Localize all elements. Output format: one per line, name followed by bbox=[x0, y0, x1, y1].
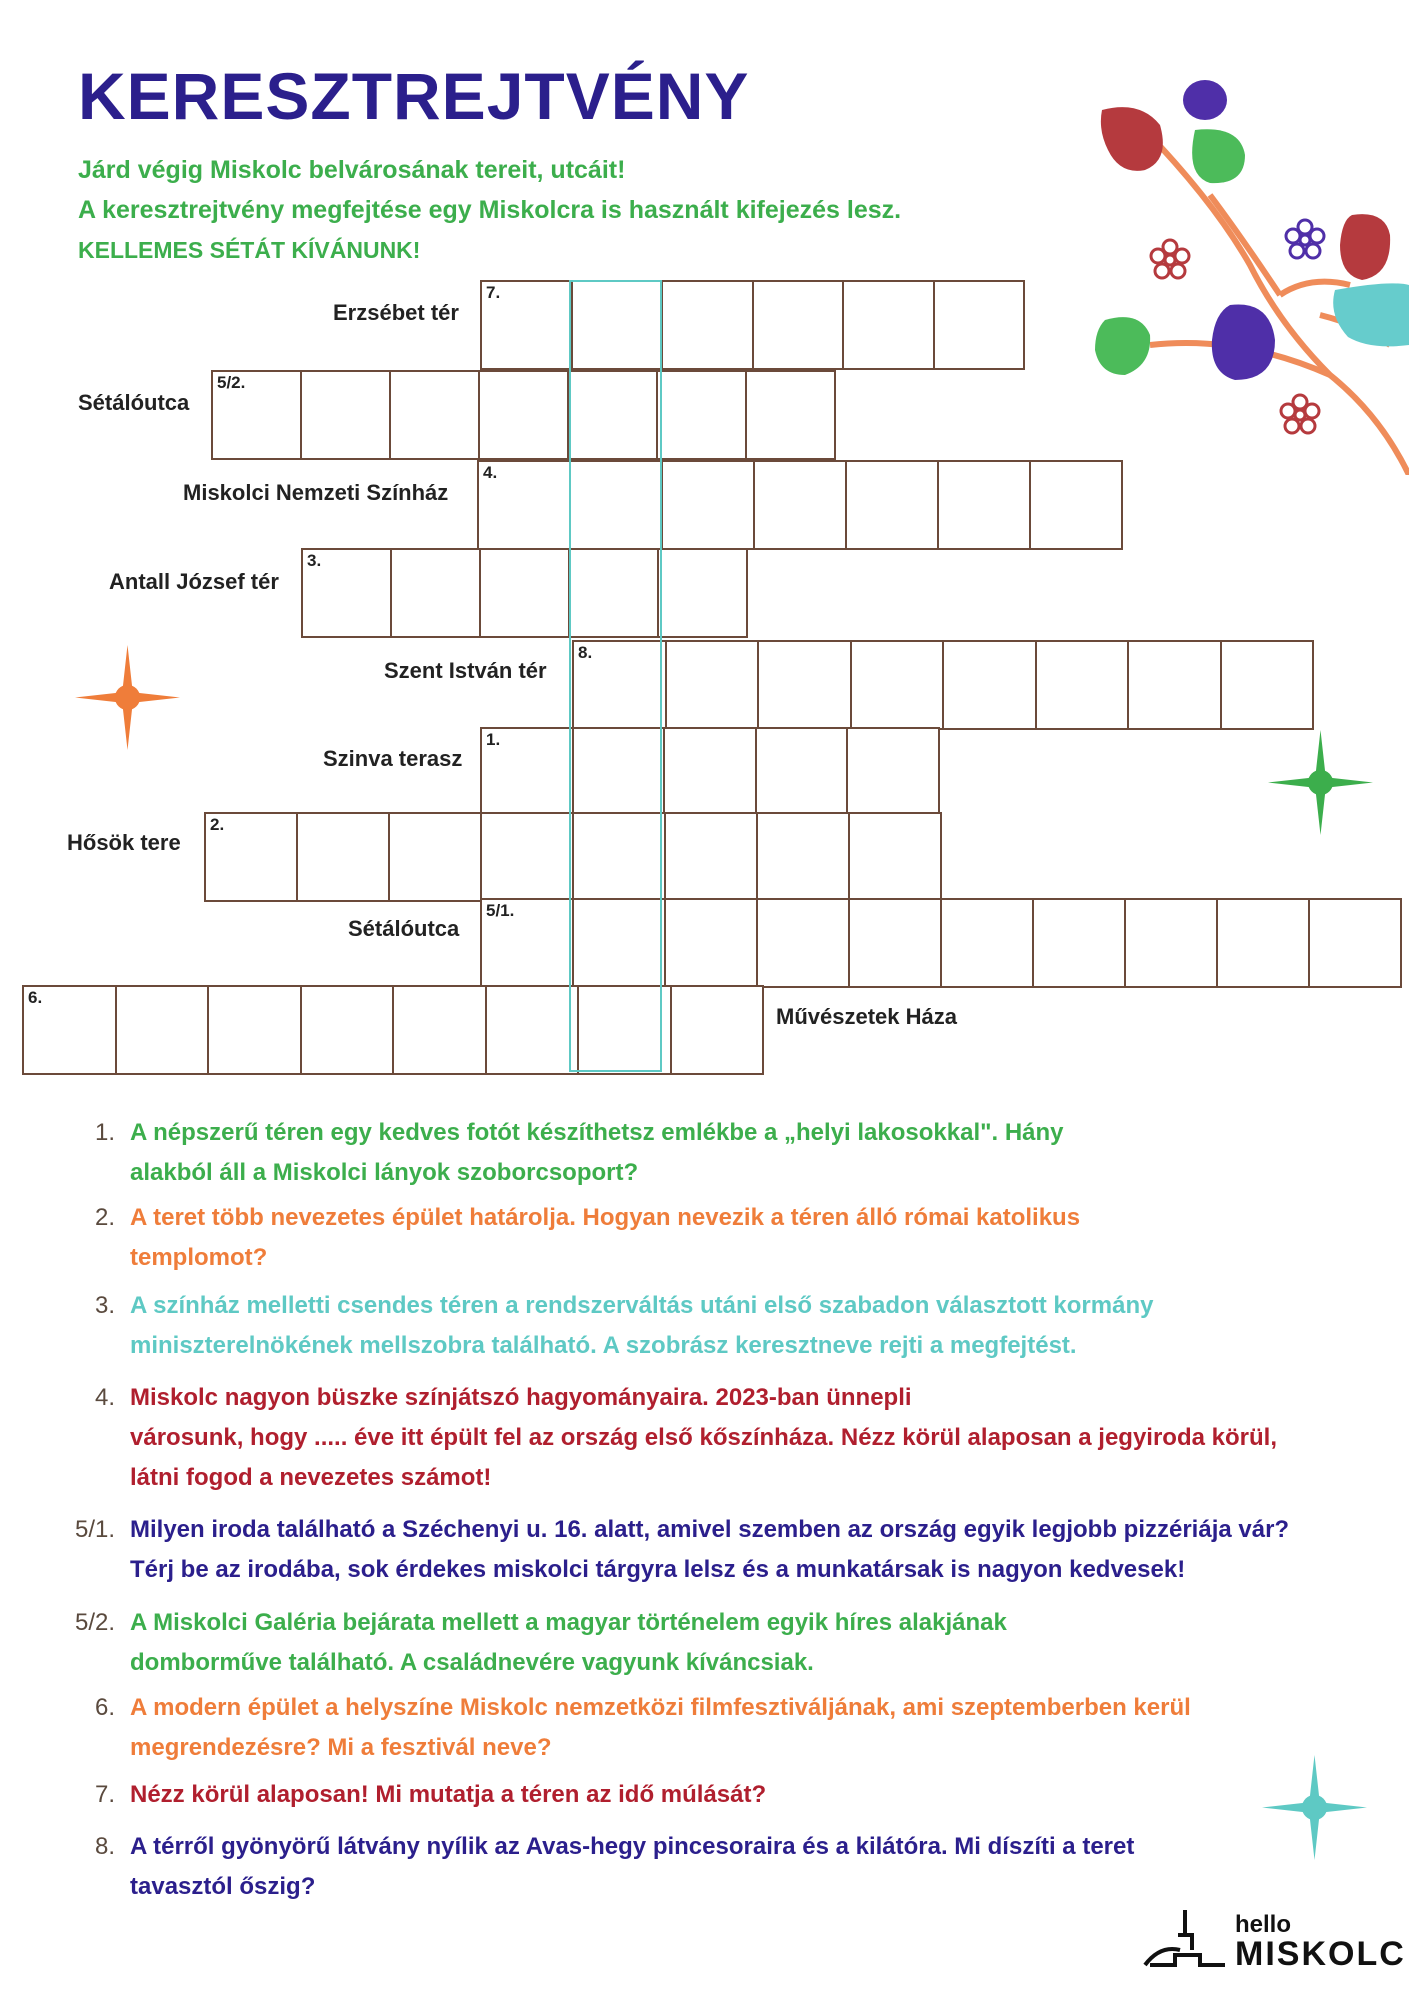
question-text-line: templomot? bbox=[130, 1244, 268, 1271]
question-text-line: A Miskolci Galéria bejárata mellett a magyar történelem egyik híres alakjának bbox=[130, 1609, 1007, 1636]
clue-number: 7. bbox=[486, 283, 501, 302]
crossword-cell[interactable] bbox=[670, 985, 765, 1075]
crossword-cell[interactable] bbox=[757, 640, 852, 730]
question-text-line: Milyen iroda található a Széchenyi u. 16. alatt, amivel szemben az ország egyik legjobb pizzériája vár? bbox=[130, 1516, 1290, 1543]
clue-label: Antall József tér bbox=[109, 569, 279, 594]
question-number: 8. bbox=[94, 1833, 115, 1860]
crossword-cell[interactable] bbox=[572, 898, 666, 988]
crossword-cell[interactable] bbox=[296, 812, 390, 902]
question-text-line: A térről gyönyörű látvány nyílik az Avas-hegy pincesoraira és a kilátóra. Mi díszíti a teret bbox=[130, 1833, 1135, 1860]
clue-label: Szent István tér bbox=[384, 658, 547, 683]
question-number: 1. bbox=[94, 1119, 115, 1146]
question-text-line: megrendezésre? Mi a fesztivál neve? bbox=[130, 1734, 552, 1761]
city-skyline-icon bbox=[1140, 1905, 1230, 1975]
crossword-cell[interactable] bbox=[661, 460, 755, 550]
clue-number: 5/2. bbox=[217, 373, 246, 392]
crossword-cell[interactable] bbox=[1035, 640, 1130, 730]
crossword-cell[interactable] bbox=[1216, 898, 1310, 988]
crossword-cell[interactable] bbox=[572, 812, 666, 902]
crossword-cell[interactable] bbox=[571, 280, 664, 370]
clue-label: Művészetek Háza bbox=[776, 1004, 957, 1029]
crossword-cell[interactable] bbox=[389, 370, 480, 460]
crossword-cell[interactable] bbox=[1032, 898, 1126, 988]
crossword-cell[interactable] bbox=[211, 370, 302, 460]
crossword-cell[interactable] bbox=[301, 548, 392, 638]
question-text-line: látni fogod a nevezetes számot! bbox=[130, 1464, 492, 1491]
crossword-cell[interactable] bbox=[848, 898, 942, 988]
clue-label: Hősök tere bbox=[67, 830, 181, 855]
crossword-cell[interactable] bbox=[753, 460, 847, 550]
crossword-cell[interactable] bbox=[657, 548, 748, 638]
clue-label: Szinva terasz bbox=[323, 746, 463, 771]
crossword-cell[interactable] bbox=[485, 985, 580, 1075]
clue-number: 1. bbox=[486, 730, 501, 749]
crossword-cell[interactable] bbox=[933, 280, 1026, 370]
question-text-line: Miskolc nagyon büszke színjátszó hagyományaira. 2023-ban ünnepli bbox=[130, 1384, 912, 1411]
crossword-cell[interactable] bbox=[756, 898, 850, 988]
question-number: 7. bbox=[94, 1781, 115, 1808]
crossword-cell[interactable] bbox=[664, 898, 758, 988]
question-text-line: domborműve található. A családnevére vagyunk kíváncsiak. bbox=[130, 1649, 814, 1676]
intro-line-3: KELLEMES SÉTÁT KÍVÁNUNK! bbox=[78, 237, 421, 263]
crossword-cell[interactable] bbox=[204, 812, 298, 902]
crossword-cell[interactable] bbox=[392, 985, 487, 1075]
crossword-cell[interactable] bbox=[567, 370, 658, 460]
crossword-cell[interactable] bbox=[1029, 460, 1123, 550]
crossword-cell[interactable] bbox=[756, 812, 850, 902]
crossword-cell[interactable] bbox=[842, 280, 935, 370]
question-text-line: Nézz körül alaposan! Mi mutatja a téren az idő múlását? bbox=[130, 1781, 767, 1808]
crossword-cell[interactable] bbox=[656, 370, 747, 460]
clue-number: 5/1. bbox=[486, 901, 515, 920]
crossword-cell[interactable] bbox=[937, 460, 1031, 550]
crossword-cell[interactable] bbox=[572, 727, 666, 817]
question-number: 6. bbox=[94, 1694, 115, 1721]
page-title: KERESZTREJTVÉNY bbox=[78, 59, 750, 133]
crossword-cell[interactable] bbox=[390, 548, 481, 638]
question-number: 5/2. bbox=[74, 1609, 115, 1636]
crossword-cell[interactable] bbox=[388, 812, 482, 902]
clue-label: Erzsébet tér bbox=[333, 300, 459, 325]
question-text-line: városunk, hogy ..... éve itt épült fel az ország első kőszínháza. Nézz körül alaposan a jegyiroda körül, bbox=[130, 1424, 1277, 1451]
clue-number: 4. bbox=[483, 463, 498, 482]
crossword-cell[interactable] bbox=[568, 548, 659, 638]
crossword-cell[interactable] bbox=[846, 727, 940, 817]
crossword-cell[interactable] bbox=[755, 727, 849, 817]
crossword-cell[interactable] bbox=[480, 898, 574, 988]
crossword-cell[interactable] bbox=[22, 985, 117, 1075]
crossword-cell[interactable] bbox=[480, 280, 573, 370]
clue-number: 8. bbox=[578, 643, 593, 662]
intro-line-2: A keresztrejtvény megfejtése egy Miskolcra is használt kifejezés lesz. bbox=[78, 196, 902, 224]
crossword-cell[interactable] bbox=[1220, 640, 1315, 730]
question-text-line: Térj be az irodába, sok érdekes miskolci tárgyra lelsz és a munkatársak is nagyon kedvesek! bbox=[130, 1556, 1186, 1583]
intro-line-1: Járd végig Miskolc belvárosának tereit, utcáit! bbox=[78, 156, 626, 184]
clue-label: Miskolci Nemzeti Színház bbox=[183, 480, 449, 505]
crossword-cell[interactable] bbox=[661, 280, 754, 370]
question-text-line: tavasztól őszig? bbox=[130, 1873, 316, 1900]
crossword-cell[interactable] bbox=[300, 985, 395, 1075]
crossword-cell[interactable] bbox=[752, 280, 845, 370]
crossword-cell[interactable] bbox=[745, 370, 836, 460]
crossword-cell[interactable] bbox=[664, 812, 758, 902]
crossword-cell[interactable] bbox=[572, 640, 667, 730]
crossword-cell[interactable] bbox=[850, 640, 945, 730]
crossword-cell[interactable] bbox=[663, 727, 757, 817]
logo-miskolc: MISKOLC bbox=[1235, 1935, 1406, 1973]
crossword-cell[interactable] bbox=[207, 985, 302, 1075]
crossword-cell[interactable] bbox=[942, 640, 1037, 730]
question-text-line: A modern épület a helyszíne Miskolc nemzetközi filmfesztiváljának, ami szeptemberben kerül bbox=[130, 1694, 1191, 1721]
crossword-cell[interactable] bbox=[300, 370, 391, 460]
crossword-cell[interactable] bbox=[940, 898, 1034, 988]
question-number: 3. bbox=[94, 1292, 115, 1319]
clue-label: Sétálóutca bbox=[348, 916, 460, 941]
question-text-line: A népszerű téren egy kedves fotót készíthetsz emlékbe a „helyi lakosokkal". Hány bbox=[130, 1119, 1064, 1146]
sparkle-teal-icon bbox=[1262, 1755, 1367, 1860]
question-number: 5/1. bbox=[74, 1516, 115, 1543]
question-number: 4. bbox=[94, 1384, 115, 1411]
question-text-line: A színház melletti csendes téren a rendszerváltás utáni első szabadon választott kormány bbox=[130, 1292, 1154, 1319]
crossword-cell[interactable] bbox=[479, 548, 570, 638]
question-text-line: alakból áll a Miskolci lányok szoborcsoport? bbox=[130, 1159, 639, 1186]
hello-miskolc-logo bbox=[1140, 1905, 1406, 1985]
clue-label: Sétálóutca bbox=[78, 390, 190, 415]
question-text-line: A teret több nevezetes épület határolja. Hogyan nevezik a téren álló római katolikus bbox=[130, 1204, 1081, 1231]
clue-number: 6. bbox=[28, 988, 43, 1007]
logo-hello: hello bbox=[1235, 1911, 1292, 1938]
crossword-cell[interactable] bbox=[848, 812, 942, 902]
crossword-cell[interactable] bbox=[115, 985, 210, 1075]
crossword-cell[interactable] bbox=[1127, 640, 1222, 730]
crossword-cell[interactable] bbox=[478, 370, 569, 460]
crossword-cell[interactable] bbox=[480, 812, 574, 902]
crossword-cell[interactable] bbox=[577, 985, 672, 1075]
crossword-cell[interactable] bbox=[477, 460, 571, 550]
crossword-cell[interactable] bbox=[480, 727, 574, 817]
crossword-cell[interactable] bbox=[665, 640, 760, 730]
crossword-cell[interactable] bbox=[569, 460, 663, 550]
clue-number: 3. bbox=[307, 551, 322, 570]
question-text-line: miniszterelnökének mellszobra található. A szobrász keresztneve rejti a megfejtést. bbox=[130, 1332, 1077, 1359]
question-number: 2. bbox=[94, 1204, 115, 1231]
clue-number: 2. bbox=[210, 815, 225, 834]
crossword-cell[interactable] bbox=[845, 460, 939, 550]
crossword-cell[interactable] bbox=[1124, 898, 1218, 988]
crossword-cell[interactable] bbox=[1308, 898, 1402, 988]
